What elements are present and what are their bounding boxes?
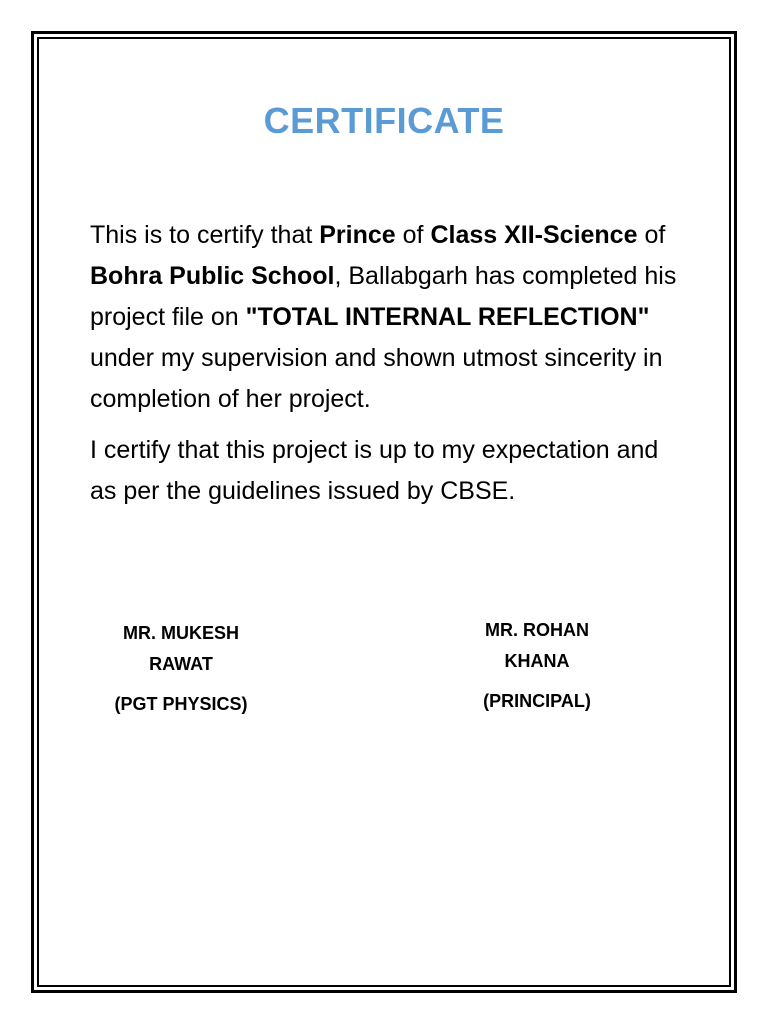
paragraph-text: of	[395, 221, 431, 249]
certificate-title: CERTIFICATE	[263, 100, 505, 141]
project-title: "TOTAL INTERNAL REFLECTION"	[245, 303, 650, 331]
signatory-role: (PGT PHYSICS)	[114, 694, 248, 714]
signatory-name: MR. MUKESH RAWAT	[123, 623, 239, 674]
paragraph-text: of	[637, 221, 666, 249]
signatory-name: MR. ROHAN KHANA	[485, 620, 589, 671]
guidelines-paragraph: I certify that this project is up to my expectation and as per the guidelines issued by CBSE.	[90, 436, 659, 505]
school-name: Bohra Public School	[90, 262, 335, 290]
paragraph-text: , Ballabgarh has completed his project file on	[90, 262, 677, 331]
signatory-principal	[452, 615, 622, 717]
paragraph-text: This is to certify that	[90, 221, 320, 249]
student-name: Prince	[319, 221, 396, 249]
paragraph-text: under my supervision and shown utmost sincerity in completion of her project.	[90, 344, 663, 413]
signatory-role: (PRINCIPAL)	[483, 691, 591, 711]
signatory-teacher	[96, 618, 266, 720]
student-class: Class XII-Science	[430, 221, 638, 249]
certification-paragraph	[90, 215, 680, 420]
certificate-border-inner	[37, 37, 731, 987]
